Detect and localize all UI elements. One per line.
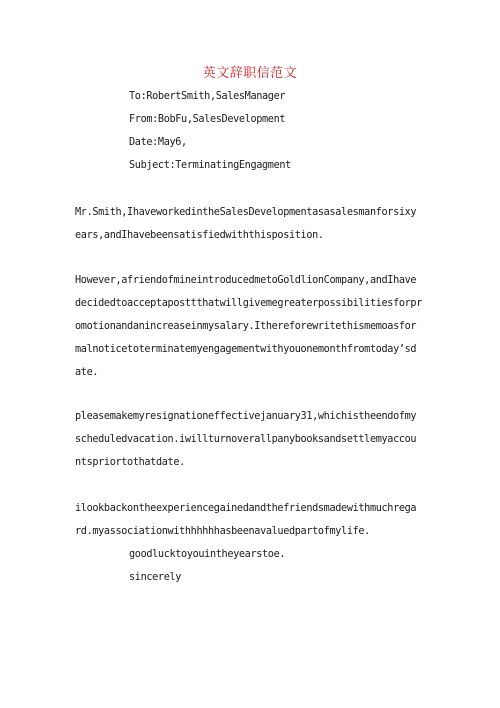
paragraph-4-line: rd.myassociationwithhhhhhasbeenavaluedpartofmylife.: [75, 526, 370, 537]
paragraph-3-line: ntspriortothatdate.: [75, 457, 185, 468]
paragraph-2-line: omotionandanincreaseinmysalary.Ithereforewritethismemoasfor: [75, 321, 417, 332]
paragraph-4-line: ilookbackontheexperiencegainedandthefriendsmadewithmuchrega: [75, 503, 417, 514]
signoff-line: sincerely: [129, 572, 182, 583]
paragraph-2-line: However,afriendofmineintroducedmetoGoldlionCompany,andIhave: [75, 275, 417, 286]
memo-from-line: From:BobFu,SalesDevelopment: [129, 114, 286, 125]
paragraph-3-line: scheduledvacation.iwillturnoverallpanybooksandsettlemyaccou: [75, 434, 417, 445]
paragraph-2-line: ate.: [75, 367, 99, 378]
paragraph-1-line: ears,andIhavebeensatisfiedwiththisposition.: [75, 230, 324, 241]
document-title: 英文辞职信范文: [202, 66, 298, 81]
memo-to-line: To:RobertSmith,SalesManager: [129, 91, 286, 102]
closing-line: goodlucktoyouintheyearstoe.: [129, 549, 286, 560]
paragraph-2-line: malnoticetoterminatemyengagementwithyouonemonthfromtoday’sd: [75, 344, 417, 355]
paragraph-1-line: Mr.Smith,IhaveworkedintheSalesDevelopmentasasalesmanforsixy: [75, 207, 417, 218]
memo-subject-line: Subject:TerminatingEngagment: [129, 160, 291, 171]
memo-date-line: Date:May6,: [129, 137, 187, 148]
paragraph-2-line: decidedtoacceptaposttthatwillgivemegreaterpossibilitiesforpr: [75, 298, 423, 309]
paragraph-3-line: pleasemakemyresignationeffectivejanuary31,whichistheendofmy: [75, 411, 417, 422]
